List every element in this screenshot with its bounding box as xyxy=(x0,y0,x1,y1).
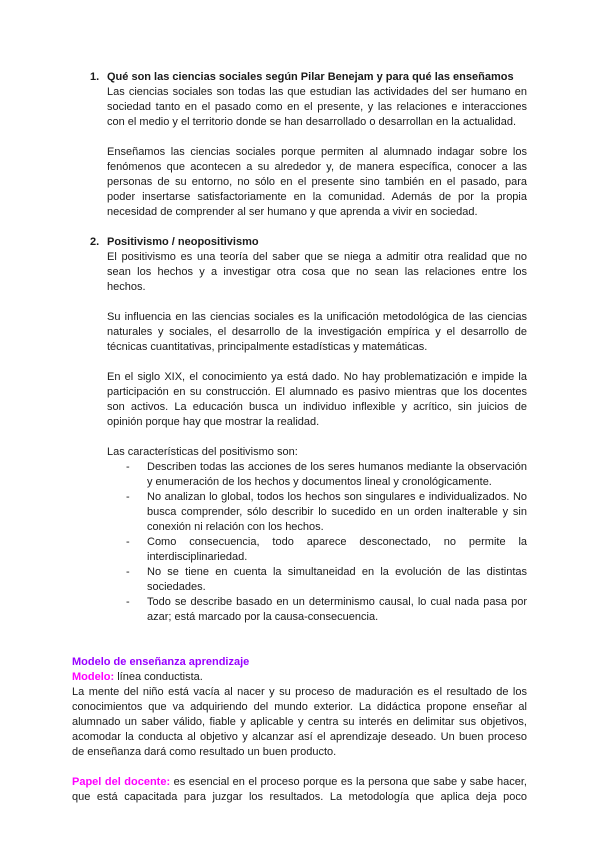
blank-line xyxy=(0,640,600,655)
text-line xyxy=(0,205,527,220)
text-line xyxy=(0,595,527,610)
list-item xyxy=(0,565,600,595)
line-text: personas de su entorno, no sólo en el presente sino también en el pasado, para xyxy=(107,176,527,188)
blank-line xyxy=(0,430,600,445)
text-line xyxy=(0,685,527,700)
section-heading xyxy=(0,70,527,85)
bullet-dash: - xyxy=(126,536,130,548)
paragraph xyxy=(0,370,600,430)
line-text: es esencial en el proceso porque es la persona que sabe y sabe hacer, xyxy=(170,776,527,788)
text-line xyxy=(0,580,527,595)
section-number: 2. xyxy=(90,236,100,248)
line-text: azar; está marcado por la causa-consecuencia. xyxy=(147,611,379,623)
text-line xyxy=(0,310,527,325)
text-line xyxy=(0,700,527,715)
bullet-dash: - xyxy=(126,596,130,608)
text-line xyxy=(0,475,527,490)
bullet-dash: - xyxy=(126,566,130,578)
line-text: fenómenos que acontecen a su alrededor y, de manera específica, conocer a las xyxy=(107,161,527,173)
line-text: con el medio y el territorio donde se han desarrollado o desarrollan en la actualidad. xyxy=(107,116,517,128)
line-text: Como consecuencia, todo aparece desconectado, no permite la xyxy=(147,536,527,548)
line-text: sean los hechos y a investigar otra cosa que no sean las relaciones entre los xyxy=(107,266,527,278)
text-line xyxy=(0,160,527,175)
text-line xyxy=(0,550,527,565)
text-line xyxy=(0,190,527,205)
paragraph xyxy=(0,445,600,460)
text-line xyxy=(0,460,527,475)
blank-line xyxy=(0,220,600,235)
section-heading xyxy=(0,235,527,250)
text-line xyxy=(0,175,527,190)
line-text: No se tiene en cuenta la simultaneidad en la evolución de las distintas xyxy=(147,566,527,578)
text-line xyxy=(0,730,527,745)
text-line xyxy=(0,775,527,790)
line-text: opinión porque hay que mostrar la realidad. xyxy=(107,416,320,428)
line-text: participación en su construcción. El alumnado es pasivo mientras que los docentes xyxy=(107,386,527,398)
model-paragraph xyxy=(0,685,600,760)
line-text: interdisciplinariedad. xyxy=(147,551,248,563)
document-page xyxy=(0,70,600,805)
model-heading xyxy=(0,655,527,670)
text-line xyxy=(0,610,527,625)
line-text: conexión ni relación con los hechos. xyxy=(147,521,324,533)
line-text: La mente del niño está vacía al nacer y su proceso de maduración es el resultado de los xyxy=(72,686,527,698)
blank-line xyxy=(0,760,600,775)
bullet-list xyxy=(0,460,600,625)
text-line xyxy=(0,115,527,130)
line-text: Describen todas las acciones de los seres humanos mediante la observación xyxy=(147,461,527,473)
line-text: Enseñamos las ciencias sociales porque permiten al alumnado indagar sobre los xyxy=(107,146,527,158)
line-text: Su influencia en las ciencias sociales es la unificación metodológica de las ciencias xyxy=(107,311,527,323)
blank-line xyxy=(0,295,600,310)
text-line xyxy=(0,85,527,100)
text-line xyxy=(0,250,527,265)
text-line xyxy=(0,370,527,385)
line-text: busca comprender, sólo describir lo sucedido en un orden inalterable y sin xyxy=(147,506,527,518)
list-item xyxy=(0,460,600,490)
text-line xyxy=(0,400,527,415)
list-item xyxy=(0,490,600,535)
line-text: Las ciencias sociales son todas las que estudian las actividades del ser humano en xyxy=(107,86,527,98)
line-text: y enumeración de los hechos y documentos lineal y cronológicamente. xyxy=(147,476,492,488)
text-line xyxy=(0,445,527,460)
line-text: Las características del positivismo son: xyxy=(107,446,298,458)
section-number: 1. xyxy=(90,71,100,83)
line-text: alumnado un saber válido, fiable y aplicable y centra su interés en delimitar sus objetivos, xyxy=(72,716,527,728)
bullet-dash: - xyxy=(126,461,130,473)
blank-line xyxy=(0,130,600,145)
teacher-paragraph xyxy=(0,775,600,805)
line-text: naturales y sociales, el desarrollo de la investigación empírica y el desarrollo de xyxy=(107,326,527,338)
text-line xyxy=(0,325,527,340)
line-text: No analizan lo global, todos los hechos son singulares e individualizados. No xyxy=(147,491,527,503)
line-text: Todo se describe basado en un determinismo causal, lo cual nada pasa por xyxy=(147,596,527,608)
line-text: de enseñanza dará como resultado un buen producto. xyxy=(72,746,337,758)
line-text: hechos. xyxy=(107,281,146,293)
paragraph xyxy=(0,85,600,130)
text-line xyxy=(0,565,527,580)
line-text: sociedades. xyxy=(147,581,206,593)
paragraph xyxy=(0,310,600,355)
section-title: Qué son las ciencias sociales según Pilar Benejam y para qué las enseñamos xyxy=(107,71,514,83)
text-line xyxy=(0,745,527,760)
text-line xyxy=(0,100,527,115)
model-line xyxy=(0,670,527,685)
blank-line xyxy=(0,625,600,640)
text-line xyxy=(0,415,527,430)
text-line xyxy=(0,280,527,295)
text-line xyxy=(0,385,527,400)
line-text: necesidad de comprender al ser humano y que aprenda a vivir en sociedad. xyxy=(107,206,478,218)
line-text: conocimientos que va adquiriendo del mundo exterior. La didáctica propone enseñar al xyxy=(72,701,527,713)
line-text: sociedad tanto en el pasado como en el presente, y las relaciones e interacciones xyxy=(107,101,527,113)
text-line xyxy=(0,340,527,355)
text-line xyxy=(0,790,527,805)
paragraph xyxy=(0,145,600,220)
line-text: acomodar la conducta al objetivo y alcanzar así el aprendizaje deseado. Un buen proceso xyxy=(72,731,527,743)
text-line xyxy=(0,265,527,280)
teacher-label: Papel del docente: xyxy=(72,776,171,788)
bullet-dash: - xyxy=(126,491,130,503)
list-item xyxy=(0,535,600,565)
text-line xyxy=(0,715,527,730)
line-text: son activos. La educación busca un individuo inflexible y acrítico, sin juicios de xyxy=(107,401,527,413)
model-heading-text: Modelo de enseñanza aprendizaje xyxy=(72,656,250,668)
line-text: poder insertarse satisfactoriamente en la comunidad. Además de por la propia xyxy=(107,191,527,203)
text-line xyxy=(0,520,527,535)
line-text: En el siglo XIX, el conocimiento ya está dado. No hay problematización e impide la xyxy=(107,371,527,383)
text-line xyxy=(0,490,527,505)
text-line xyxy=(0,535,527,550)
list-item xyxy=(0,595,600,625)
line-text: El positivismo es una teoría del saber que se niega a admitir otra realidad que no xyxy=(107,251,527,263)
text-line xyxy=(0,505,527,520)
line-text: que está capacitada para juzgar los resultados. La metodología que aplica deja poco xyxy=(72,791,527,803)
section-title: Positivismo / neopositivismo xyxy=(107,236,259,248)
blank-line xyxy=(0,355,600,370)
model-value: línea conductista. xyxy=(114,671,203,683)
text-line xyxy=(0,145,527,160)
model-label: Modelo: xyxy=(72,671,115,683)
line-text: técnicas cuantitativas, principalmente estadísticas y matemáticas. xyxy=(107,341,428,353)
paragraph xyxy=(0,250,600,295)
